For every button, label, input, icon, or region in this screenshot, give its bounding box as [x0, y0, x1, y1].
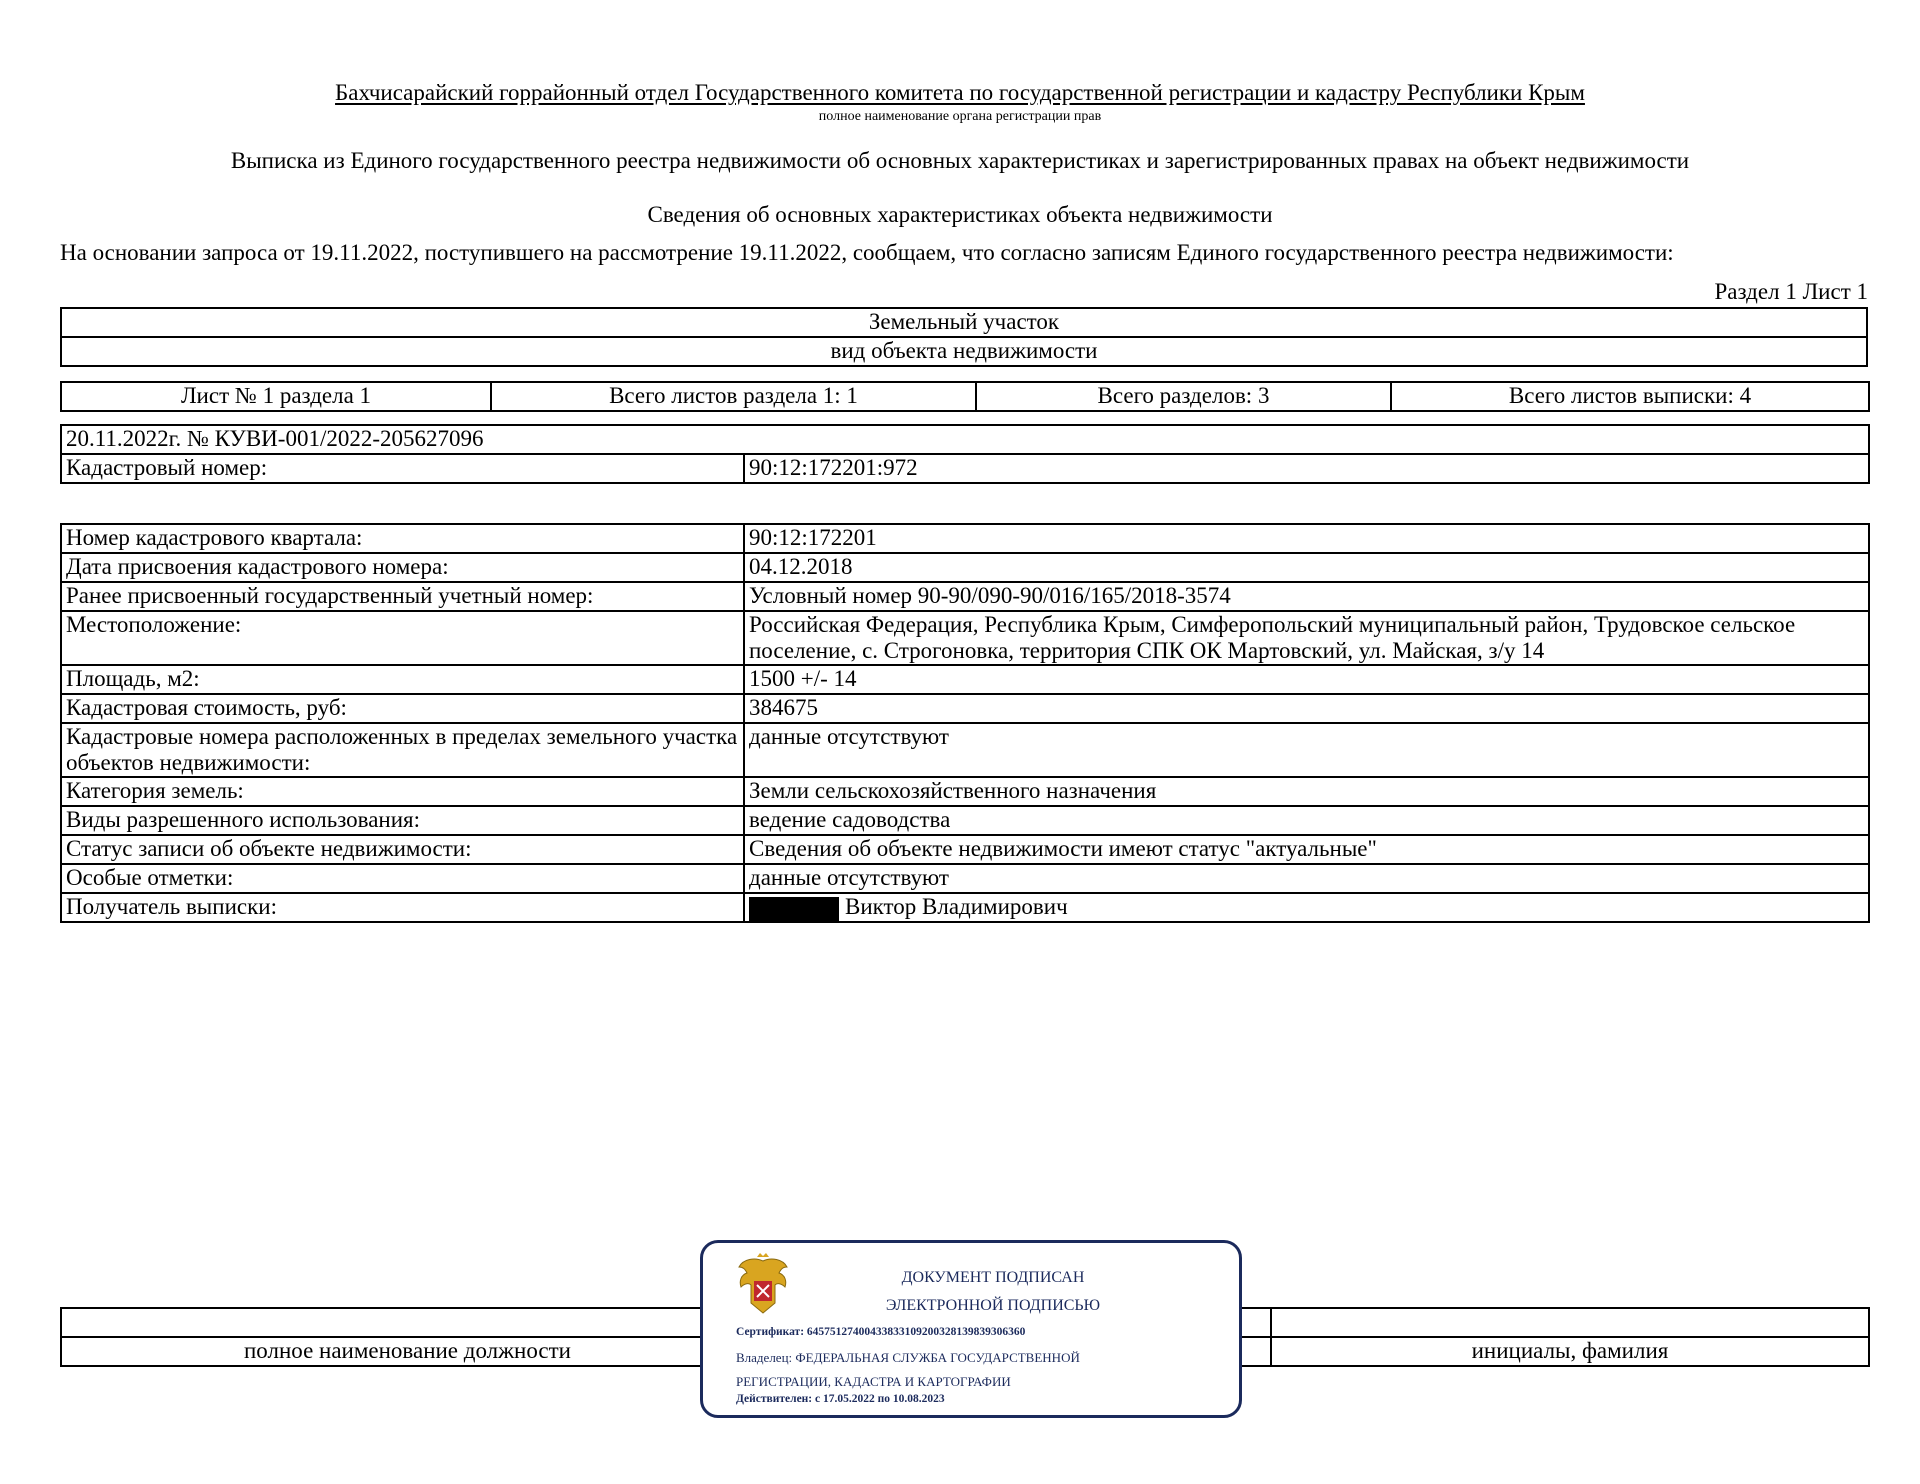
section-title: Сведения об основных характеристиках объекта недвижимости	[647, 202, 1273, 227]
position-caption: полное наименование должности	[61, 1337, 1271, 1366]
detail-row	[61, 777, 1869, 806]
total-sections: Всего разделов: 3	[976, 382, 1391, 411]
name-caption: инициалы, фамилия	[1271, 1337, 1869, 1366]
detail-row	[61, 835, 1869, 864]
registration-authority-caption: полное наименование органа регистрации прав	[818, 109, 1102, 124]
document-title: Выписка из Единого государственного реестра недвижимости об основных характеристиках и зарегистрированных правах на объект недвижимости	[230, 148, 1690, 173]
object-type-caption: вид объекта недвижимости	[61, 337, 1867, 366]
detail-label: Виды разрешенного использования:	[61, 806, 744, 835]
detail-row	[61, 723, 1869, 777]
detail-label: Дата присвоения кадастрового номера:	[61, 553, 744, 582]
detail-label: Кадастровые номера расположенных в пределах земельного участка объектов недвижимости:	[61, 723, 744, 777]
detail-value: данные отсутствуют	[744, 864, 1869, 893]
detail-row	[61, 806, 1869, 835]
record-header-table	[60, 424, 1870, 484]
detail-row	[61, 893, 1869, 922]
cadastral-number-label: Кадастровый номер:	[61, 454, 744, 483]
detail-row	[61, 864, 1869, 893]
detail-value: 1500 +/- 14	[744, 665, 1869, 694]
detail-value: 384675	[744, 694, 1869, 723]
detail-value: Сведения об объекте недвижимости имеют статус "актуальные"	[744, 835, 1869, 864]
object-type-table	[60, 307, 1868, 367]
request-intro: На основании запроса от 19.11.2022, поступившего на рассмотрение 19.11.2022, сообщаем, что согласно записям Единого государственного реестра недвижимости:	[60, 240, 1674, 265]
stamp-owner-line-1: Владелец: ФЕДЕРАЛЬНАЯ СЛУЖБА ГОСУДАРСТВЕННОЙ	[736, 1350, 1080, 1365]
characteristics-table	[60, 523, 1870, 923]
detail-value: данные отсутствуют	[744, 723, 1869, 777]
stamp-validity: Действителен: с 17.05.2022 по 10.08.2023	[736, 1393, 945, 1405]
detail-label: Получатель выписки:	[61, 893, 744, 922]
detail-value: Земли сельскохозяйственного назначения	[744, 777, 1869, 806]
sheet-count-table	[60, 381, 1870, 412]
detail-value	[744, 893, 1869, 922]
detail-label: Статус записи об объекте недвижимости:	[61, 835, 744, 864]
detail-row	[61, 524, 1869, 553]
detail-row	[61, 694, 1869, 723]
object-type-value: Земельный участок	[61, 308, 1867, 337]
detail-value: Российская Федерация, Республика Крым, Симферопольский муниципальный район, Трудовское сельское поселение, с. Строгоновка, территория СПК ОК Мартовский, ул. Майская, з/у 14	[744, 611, 1869, 665]
detail-label: Кадастровая стоимость, руб:	[61, 694, 744, 723]
detail-value: 90:12:172201	[744, 524, 1869, 553]
detail-row	[61, 582, 1869, 611]
recipient-name: Виктор Владимирович	[845, 894, 1068, 919]
cadastral-number-value: 90:12:172201:972	[744, 454, 1869, 483]
electronic-signature-stamp	[700, 1240, 1242, 1418]
detail-row	[61, 665, 1869, 694]
detail-label: Местоположение:	[61, 611, 744, 665]
detail-label: Категория земель:	[61, 777, 744, 806]
section-sheet-reference: Раздел 1 Лист 1	[1714, 279, 1868, 304]
stamp-signed-line: ДОКУМЕНТ ПОДПИСАН	[901, 1269, 1085, 1286]
total-extract-sheets: Всего листов выписки: 4	[1391, 382, 1869, 411]
detail-label: Площадь, м2:	[61, 665, 744, 694]
name-blank	[1271, 1308, 1869, 1337]
detail-label: Номер кадастрового квартала:	[61, 524, 744, 553]
sheet-number: Лист № 1 раздела 1	[61, 382, 491, 411]
stamp-electronic-line: ЭЛЕКТРОННОЙ ПОДПИСЬЮ	[885, 1297, 1101, 1314]
detail-value: 04.12.2018	[744, 553, 1869, 582]
detail-label: Особые отметки:	[61, 864, 744, 893]
detail-label: Ранее присвоенный государственный учетный номер:	[61, 582, 744, 611]
total-section-sheets: Всего листов раздела 1: 1	[491, 382, 976, 411]
stamp-owner-line-2: РЕГИСТРАЦИИ, КАДАСТРА И КАРТОГРАФИИ	[736, 1374, 1011, 1389]
coat-of-arms-icon	[733, 1253, 793, 1319]
detail-value: ведение садоводства	[744, 806, 1869, 835]
record-date-number: 20.11.2022г. № КУВИ-001/2022-205627096	[61, 425, 1869, 454]
registration-authority-name: Бахчисарайский горрайонный отдел Государственного комитета по государственной регистрации и кадастру Республики Крым	[335, 80, 1585, 105]
detail-row	[61, 553, 1869, 582]
detail-row	[61, 611, 1869, 665]
redaction-block	[749, 897, 839, 921]
detail-value: Условный номер 90-90/090-90/016/165/2018-3574	[744, 582, 1869, 611]
stamp-certificate: Сертификат: 645751274004338331092003281398393063​60	[736, 1326, 1026, 1338]
